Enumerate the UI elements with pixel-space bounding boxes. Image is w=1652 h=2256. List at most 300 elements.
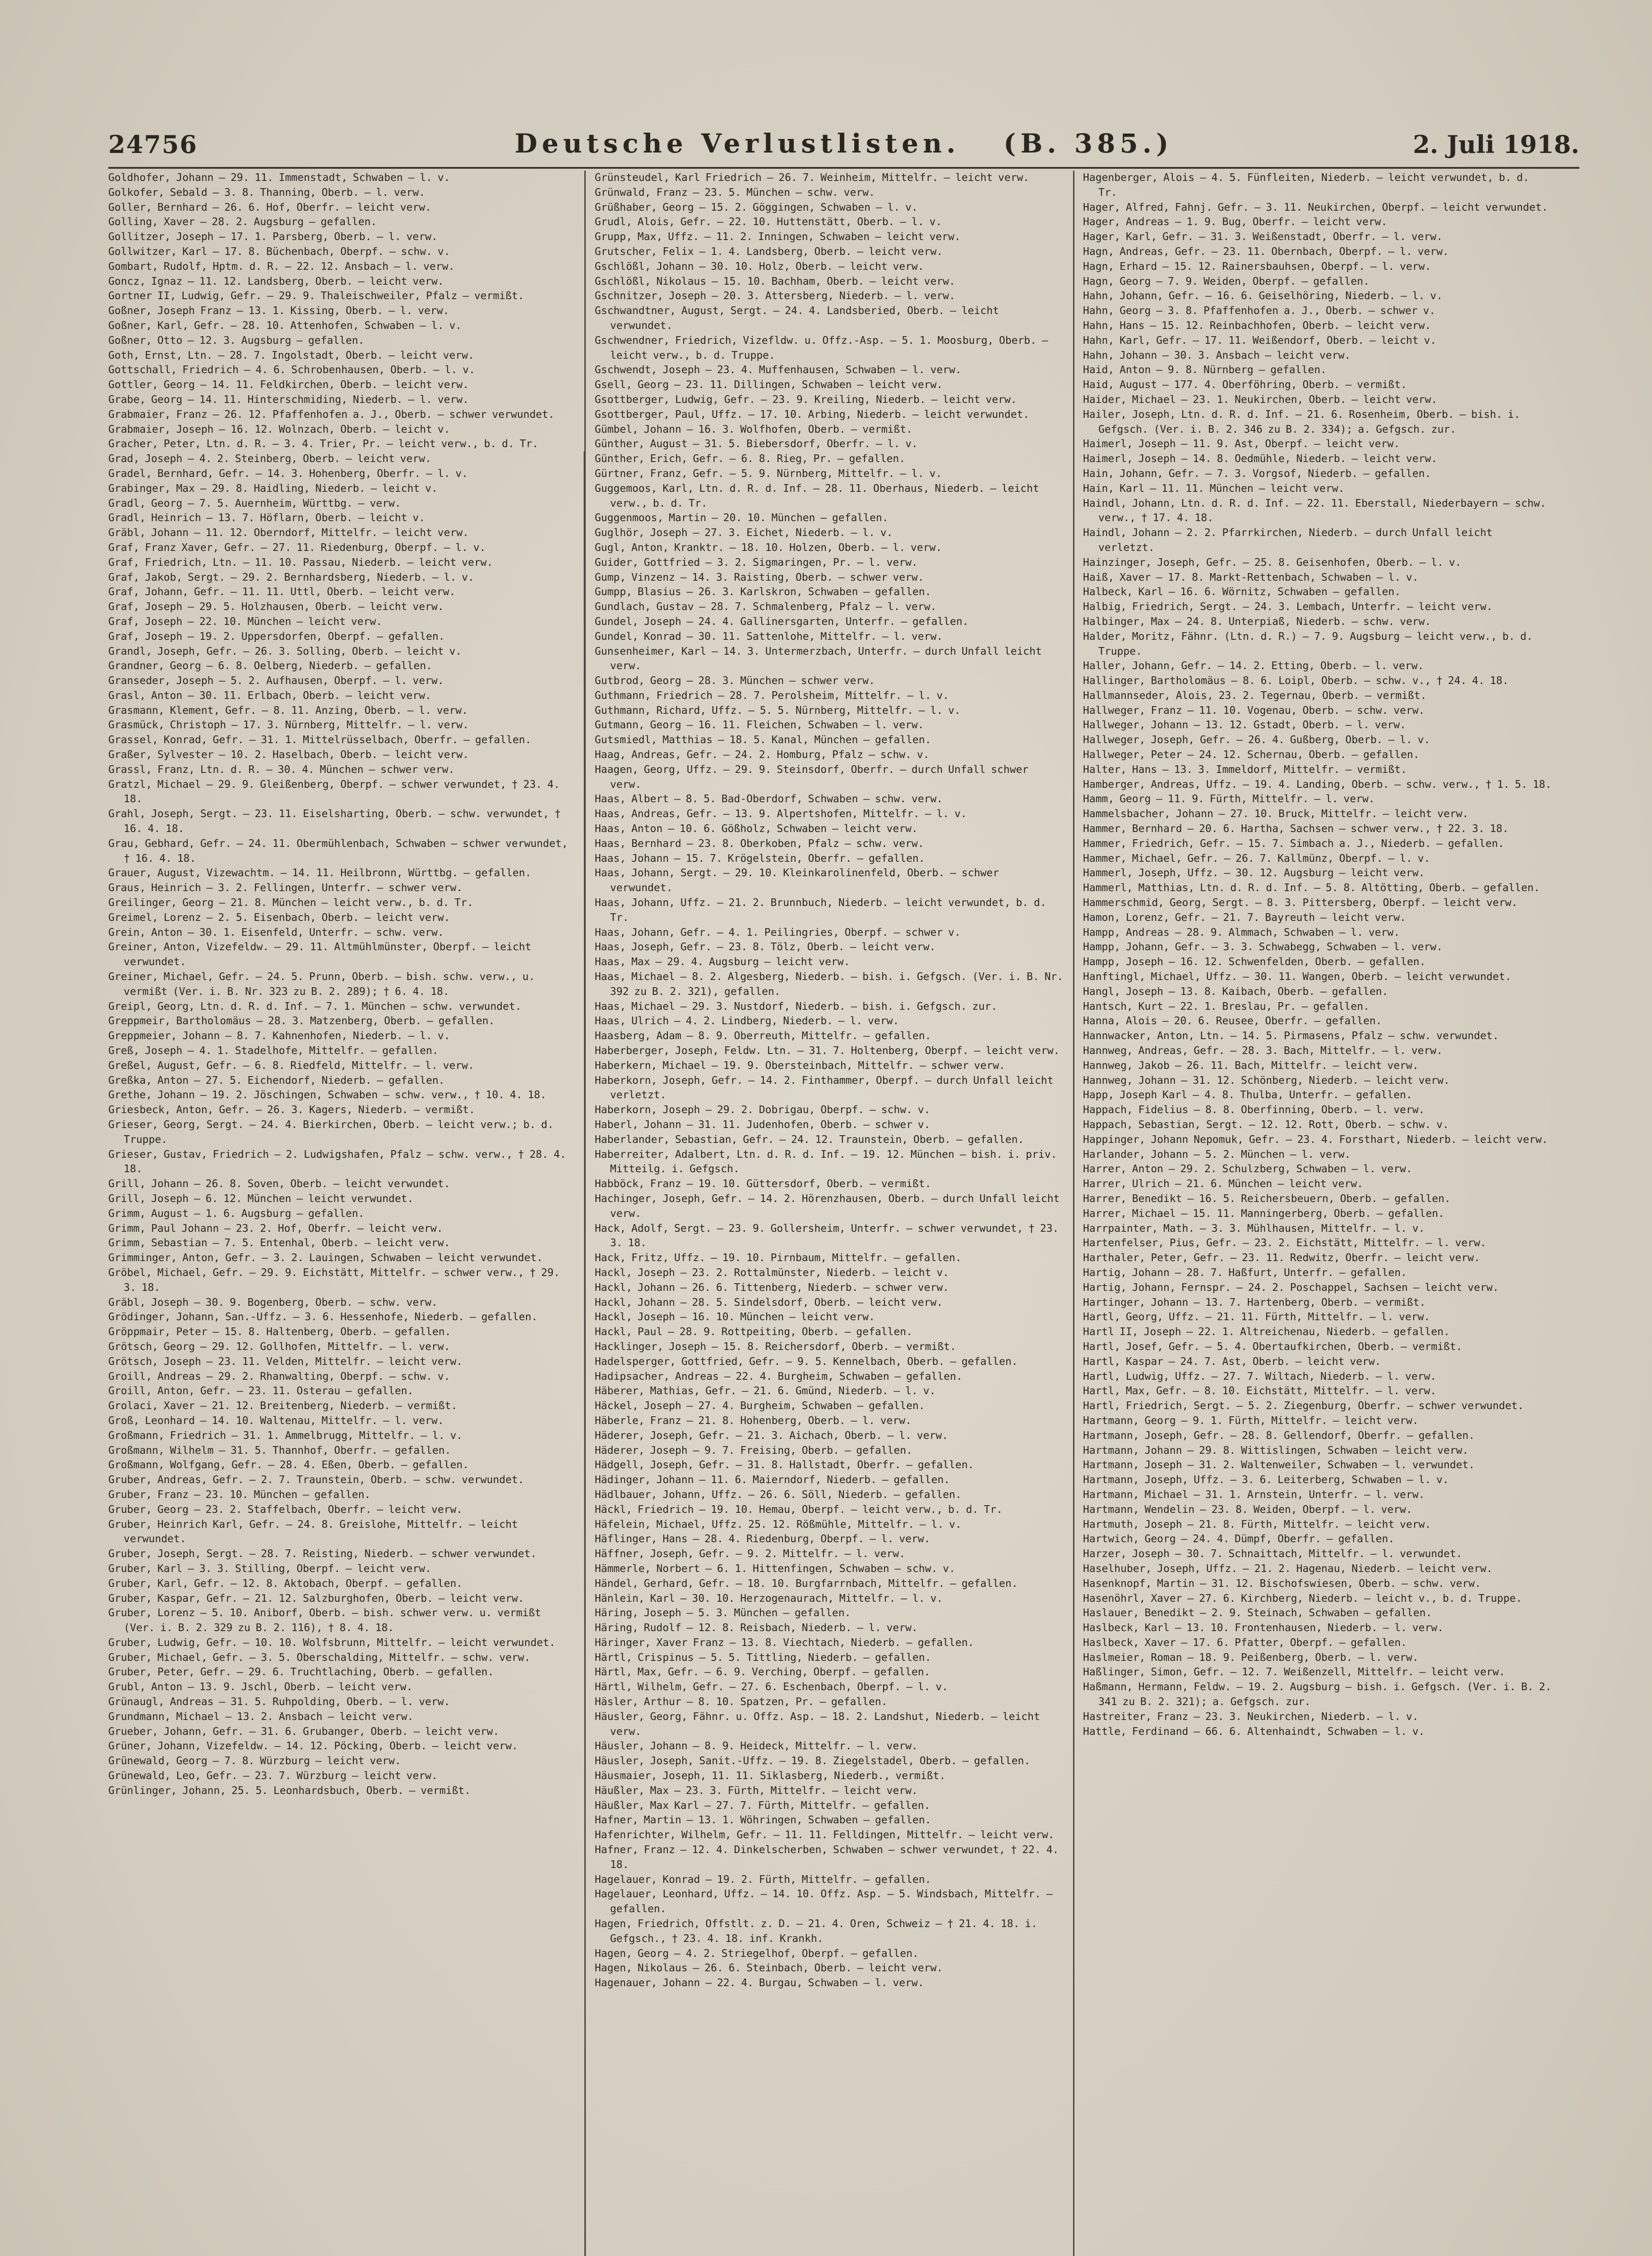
casualty-entry: Hallweger, Johann — 13. 12. Gstadt, Oberb. — l. verw. — [1083, 719, 1406, 731]
casualty-entry: Gröppmair, Peter — 15. 8. Haltenberg, Oberb. — gefallen. — [108, 1326, 451, 1338]
casualty-entry: Harrer, Michael — 15. 11. Manningerberg, Oberb. — gefallen. — [1083, 1207, 1444, 1220]
casualty-entry: Gruber, Georg — 23. 2. Staffelbach, Oberfr. — leicht verw. — [108, 1503, 463, 1516]
casualty-entry: Grabmaier, Franz — 26. 12. Pfaffenhofen a. J., Oberb. — schwer verwundet. — [108, 408, 555, 421]
casualty-entry: Greiner, Michael, Gefr. — 24. 5. Prunn, Oberb. — bish. schw. verw., u. vermißt (Ver. i. B. Nr. 323 zu B. 2. 289); † 6. 4. 18. — [108, 971, 535, 998]
casualty-entry: Hampp, Andreas — 28. 9. Almmach, Schwaben — l. verw. — [1083, 926, 1400, 938]
casualty-entry: Hartinger, Johann — 13. 7. Hartenberg, Oberb. — vermißt. — [1083, 1296, 1426, 1308]
casualty-entry: Haid, Anton — 9. 8. Nürnberg — gefallen. — [1083, 364, 1327, 376]
casualty-entry: Häberle, Franz — 21. 8. Hohenberg, Oberb. — l. verw. — [595, 1415, 912, 1427]
casualty-entry: Haberkern, Michael — 19. 9. Obersteinbach, Mittelfr. — schwer verw. — [595, 1059, 1005, 1072]
casualty-entry: Haas, Albert — 8. 5. Bad-Oberdorf, Schwaben — schw. verw. — [595, 793, 943, 805]
casualty-entry: Gunsenheimer, Karl — 14. 3. Untermerzbach, Unterfr. — durch Unfall leicht verw. — [595, 645, 1042, 672]
casualty-entry: Greßel, August, Gefr. — 6. 8. Riedfeld, Mittelfr. — l. verw. — [108, 1059, 474, 1072]
casualty-entry: Gollwitzer, Karl — 17. 8. Büchenbach, Oberpf. — schw. v. — [108, 245, 450, 258]
casualty-entry: Hagenauer, Johann — 22. 4. Burgau, Schwaben — l. verw. — [595, 1977, 924, 1989]
casualty-entry: Gradl, Heinrich — 13. 7. Höflarn, Oberb. — leicht v. — [108, 512, 426, 524]
casualty-entry: Hartig, Johann, Fernspr. — 24. 2. Poschappel, Sachsen — leicht verw. — [1083, 1281, 1499, 1294]
casualty-entry: Grimm, Sebastian — 7. 5. Entenhal, Oberb. — leicht verw. — [108, 1237, 450, 1249]
casualty-entry: Grünewald, Leo, Gefr. — 23. 7. Würzburg — leicht verw. — [108, 1770, 438, 1782]
casualty-entry: Häberer, Mathias, Gefr. — 21. 6. Gmünd, Niederb. — l. v. — [595, 1385, 936, 1397]
casualty-entry: Hartl, Josef, Gefr. — 5. 4. Obertaufkirchen, Oberb. — vermißt. — [1083, 1341, 1462, 1353]
casualty-entry: Halder, Moritz, Fähnr. (Ltn. d. R.) — 7. 9. Augsburg — leicht verw., b. d. Truppe. — [1083, 630, 1533, 657]
casualty-entry: Haslbeck, Xaver — 17. 6. Pfatter, Oberpf. — gefallen. — [1083, 1637, 1407, 1649]
casualty-entry: Groß, Leonhard — 14. 10. Waltenau, Mittelfr. — l. verw. — [108, 1415, 444, 1427]
casualty-entry: Haimerl, Joseph — 11. 9. Ast, Oberpf. — leicht verw. — [1083, 438, 1400, 450]
casualty-entry: Grasl, Anton — 30. 11. Erlbach, Oberb. — leicht verw. — [108, 689, 431, 702]
casualty-entry: Haberlander, Sebastian, Gefr. — 24. 12. Traunstein, Oberb. — gefallen. — [595, 1133, 1024, 1146]
casualty-entry: Haindl, Johann — 2. 2. Pfarrkirchen, Niederb. — durch Unfall leicht verletzt. — [1083, 527, 1493, 554]
casualty-entry: Hattle, Ferdinand — 66. 6. Altenhaindt, Schwaben — l. v. — [1083, 1725, 1425, 1738]
casualty-entry: Gracher, Peter, Ltn. d. R. — 3. 4. Trier, Pr. — leicht verw., b. d. Tr. — [108, 438, 539, 450]
casualty-entry: Hartl, Friedrich, Sergt. — 5. 2. Ziegenburg, Oberfr. — schwer verwundet. — [1083, 1400, 1524, 1412]
casualty-entry: Greiner, Anton, Vizefeldw. — 29. 11. Altmühlmünster, Oberpf. — leicht verwundet. — [108, 941, 532, 968]
casualty-entry: Haller, Johann, Gefr. — 14. 2. Etting, Oberb. — l. verw. — [1083, 660, 1424, 672]
casualty-entry: Grötsch, Georg — 29. 12. Gollhofen, Mittelfr. — l. verw. — [108, 1341, 450, 1353]
casualty-entry: Hanna, Alois — 20. 6. Reusee, Oberfr. — gefallen. — [1083, 1015, 1382, 1027]
casualty-entry: Hain, Karl — 11. 11. München — leicht verw. — [1083, 482, 1345, 495]
casualty-entry: Hartl, Max, Gefr. — 8. 10. Eichstätt, Mittelfr. — l. verw. — [1083, 1385, 1437, 1397]
casualty-entry: Häfelein, Michael, Uffz. 25. 12. Rößmühle, Mittelfr. — l. v. — [595, 1518, 962, 1530]
casualty-entry: Hagen, Nikolaus — 26. 6. Steinbach, Oberb. — leicht verw. — [595, 1962, 943, 1974]
casualty-entry: Grad, Joseph — 4. 2. Steinberg, Oberb. — leicht verw. — [108, 453, 431, 465]
casualty-entry: Großmann, Friedrich — 31. 1. Ammelbrugg, Mittelfr. — l. v. — [108, 1429, 463, 1442]
casualty-entry: Halbig, Friedrich, Sergt. — 24. 3. Lembach, Unterfr. — leicht verw. — [1083, 601, 1493, 613]
casualty-entry: Haas, Max — 29. 4. Augsburg — leicht verw. — [595, 956, 850, 968]
page-header — [108, 126, 1579, 167]
casualty-entry: Haas, Anton — 10. 6. Gößholz, Schwaben — leicht verw. — [595, 823, 918, 835]
casualty-entry: Gruber, Lorenz — 5. 10. Aniborf, Oberb. — bish. schwer verw. u. vermißt (Ver. i. B. 2. 329 zu B. 2. 116), † 8. 4. 18. — [108, 1607, 541, 1634]
column-3 — [1083, 171, 1552, 2256]
casualty-entry: Gradel, Bernhard, Gefr. — 14. 3. Hohenberg, Oberfr. — l. v. — [108, 467, 468, 480]
casualty-entry: Graßer, Sylvester — 10. 2. Haselbach, Oberb. — leicht verw. — [108, 749, 469, 761]
casualty-entry: Goncz, Ignaz — 11. 12. Landsberg, Oberb. — leicht verw. — [108, 275, 444, 287]
casualty-entry: Häflinger, Hans — 28. 4. Riedenburg, Oberpf. — l. verw. — [595, 1533, 930, 1545]
casualty-entry: Grudl, Alois, Gefr. — 22. 10. Huttenstätt, Oberb. — l. v. — [595, 216, 942, 228]
casualty-entry: Hamberger, Andreas, Uffz. — 19. 4. Landing, Oberb. — schw. verw., † 1. 5. 18. — [1083, 778, 1552, 791]
casualty-entry: Günther, Erich, Gefr. — 6. 8. Rieg, Pr. — gefallen. — [595, 453, 906, 465]
casualty-entry: Gradl, Georg — 7. 5. Auernheim, Württbg. — verw. — [108, 497, 401, 509]
casualty-entry: Hänlein, Karl — 30. 10. Herzogenaurach, Mittelfr. — l. v. — [595, 1592, 943, 1604]
casualty-entry: Grimminger, Anton, Gefr. — 3. 2. Lauingen, Schwaben — leicht verwundet. — [108, 1252, 543, 1264]
casualty-entry: Gruber, Kaspar, Gefr. — 21. 12. Salzburghofen, Oberb. — leicht verw. — [108, 1592, 524, 1604]
casualty-entry: Hahn, Karl, Gefr. — 17. 11. Weißendorf, Oberb. — leicht v. — [1083, 334, 1437, 347]
casualty-entry: Härtl, Crispinus — 5. 5. Tittling, Niederb. — gefallen. — [595, 1651, 931, 1664]
casualty-entry: Gortner II, Ludwig, Gefr. — 29. 9. Thaleischweiler, Pfalz — vermißt. — [108, 290, 524, 302]
casualty-entry: Grill, Joseph — 6. 12. München — leicht verwundet. — [108, 1193, 414, 1205]
page-number: 24756 — [108, 130, 198, 159]
casualty-entry: Harrer, Benedikt — 16. 5. Reichersbeuern, Oberb. — gefallen. — [1083, 1193, 1451, 1205]
casualty-entry: Guthmann, Richard, Uffz. — 5. 5. Nürnberg, Mittelfr. — l. v. — [595, 704, 961, 717]
casualty-entry: Häringer, Xaver Franz — 13. 8. Viechtach, Niederb. — gefallen. — [595, 1637, 974, 1649]
casualty-entry: Grahl, Joseph, Sergt. — 23. 11. Eiselsharting, Oberb. — schw. verwundet, † 16. 4. 18. — [108, 808, 561, 835]
casualty-entry: Harzer, Joseph — 30. 7. Schnaittach, Mittelfr. — l. verwundet. — [1083, 1548, 1462, 1560]
casualty-entry: Grutscher, Felix — 1. 4. Landsberg, Oberb. — leicht verw. — [595, 245, 943, 258]
casualty-entry: Hagenberger, Alois — 4. 5. Fünfleiten, Niederb. — leicht verwundet, b. d. Tr. — [1083, 172, 1529, 199]
casualty-entry: Grasmann, Klement, Gefr. — 8. 11. Anzing, Oberb. — l. verw. — [108, 704, 468, 717]
casualty-entry: Guggenmoos, Martin — 20. 10. München — gefallen. — [595, 512, 888, 524]
casualty-entry: Haslbeck, Karl — 13. 10. Frontenhausen, Niederb. — l. verw. — [1083, 1622, 1444, 1634]
casualty-entry: Graf, Friedrich, Ltn. — 11. 10. Passau, Niederb. — leicht verw. — [108, 556, 493, 569]
casualty-entry: Gürtner, Franz, Gefr. — 5. 9. Nürnberg, Mittelfr. — l. v. — [595, 467, 942, 480]
casualty-entry: Haas, Bernhard — 23. 8. Oberkoben, Pfalz — schw. verw. — [595, 837, 924, 850]
casualty-entry: Goller, Bernhard — 26. 6. Hof, Oberfr. — leicht verw. — [108, 201, 431, 213]
column-divider — [1073, 171, 1074, 2256]
casualty-entry: Gutmann, Georg — 16. 11. Fleichen, Schwaben — l. verw. — [595, 719, 924, 731]
casualty-entry: Gruber, Peter, Gefr. — 29. 6. Truchtlaching, Oberb. — gefallen. — [108, 1666, 494, 1678]
casualty-entry: Haider, Michael — 23. 1. Neukirchen, Oberb. — leicht verw. — [1083, 393, 1438, 406]
casualty-entry: Hartig, Johann — 28. 7. Haßfurt, Unterfr. — gefallen. — [1083, 1267, 1407, 1279]
casualty-entry: Graus, Heinrich — 3. 2. Fellingen, Unterfr. — schwer verw. — [108, 882, 463, 894]
casualty-entry: Hartmann, Georg — 9. 1. Fürth, Mittelfr. — leicht verw. — [1083, 1415, 1419, 1427]
casualty-entry: Hamon, Lorenz, Gefr. — 21. 7. Bayreuth — leicht verw. — [1083, 911, 1406, 924]
casualty-entry: Grolaci, Xaver — 21. 12. Breitenberg, Niederb. — vermißt. — [108, 1400, 458, 1412]
casualty-entry: Großmann, Wolfgang, Gefr. — 28. 4. Eßen, Oberb. — gefallen. — [108, 1459, 469, 1471]
edition-number: (B. 385.) — [1003, 128, 1173, 159]
casualty-entry: Hagen, Georg — 4. 2. Striegelhof, Oberpf. — gefallen. — [595, 1947, 919, 1960]
casualty-entry: Gruber, Andreas, Gefr. — 2. 7. Traunstein, Oberb. — schw. verwundet. — [108, 1474, 524, 1486]
casualty-entry: Gruber, Franz — 23. 10. München — gefallen. — [108, 1489, 371, 1501]
casualty-entry: Hannweg, Johann — 31. 12. Schönberg, Niederb. — leicht verw. — [1083, 1074, 1450, 1086]
casualty-entry: Häring, Rudolf — 12. 8. Reisbach, Niederb. — l. verw. — [595, 1622, 918, 1634]
casualty-entry: Gschwendner, Friedrich, Vizefldw. u. Offz.-Asp. — 5. 1. Moosburg, Oberb. — leicht verw., b. d. Truppe. — [595, 334, 1048, 361]
casualty-entry: Haberl, Johann — 31. 11. Judenhofen, Oberb. — schwer v. — [595, 1119, 930, 1131]
casualty-entry: Haßmann, Hermann, Feldw. — 19. 2. Augsburg — bish. i. Gefgsch. (Ver. i. B. 2. 341 zu B. 2. 321); a. Gefgsch. zur. — [1083, 1681, 1552, 1708]
casualty-entry: Graf, Franz Xaver, Gefr. — 27. 11. Riedenburg, Oberpf. — l. v. — [108, 541, 486, 554]
casualty-entry: Haagen, Georg, Uffz. — 29. 9. Steinsdorf, Oberfr. — durch Unfall schwer verw. — [595, 763, 1029, 791]
casualty-entry: Graf, Joseph — 19. 2. Uppersdorfen, Oberpf. — gefallen. — [108, 630, 445, 643]
casualty-entry: Hallinger, Bartholomäus — 8. 6. Loipl, Oberb. — schw. v., † 24. 4. 18. — [1083, 675, 1509, 687]
casualty-entry: Hädinger, Johann — 11. 6. Maierndorf, Niederb. — gefallen. — [595, 1474, 950, 1486]
casualty-entry: Hartmann, Joseph, Gefr. — 28. 8. Gellendorf, Oberfr. — gefallen. — [1083, 1429, 1475, 1442]
casualty-entry: Hallweger, Joseph, Gefr. — 26. 4. Gußberg, Oberb. — l. v. — [1083, 734, 1430, 746]
casualty-entry: Häußler, Max — 23. 3. Fürth, Mittelfr. — leicht verw. — [595, 1784, 918, 1797]
casualty-entry: Hartl II, Joseph — 22. 1. Altreichenau, Niederb. — gefallen. — [1083, 1326, 1450, 1338]
casualty-entry: Grasmück, Christoph — 17. 3. Nürnberg, Mittelfr. — l. verw. — [108, 719, 469, 731]
casualty-entry: Hartl, Ludwig, Uffz. — 27. 7. Wiltach, Niederb. — l. verw. — [1083, 1370, 1437, 1382]
casualty-entry: Hartmuth, Joseph — 21. 8. Fürth, Mittelfr. — leicht verw. — [1083, 1518, 1431, 1530]
casualty-entry: Grundmann, Michael — 13. 2. Ansbach — leicht verw. — [108, 1710, 414, 1723]
casualty-entry: Häusler, Joseph, Sanit.-Uffz. — 19. 8. Ziegelstadel, Oberb. — gefallen. — [595, 1755, 1031, 1767]
casualty-entry: Hammer, Bernhard — 20. 6. Hartha, Sachsen — schwer verw., † 22. 3. 18. — [1083, 823, 1509, 835]
casualty-entry: Golkofer, Sebald — 3. 8. Thanning, Oberb. — l. verw. — [108, 186, 426, 199]
casualty-entry: Häusmaier, Joseph, 11. 11. Siklasberg, Niederb., vermißt. — [595, 1770, 946, 1782]
casualty-entry: Haßlinger, Simon, Gefr. — 12. 7. Weißenzell, Mittelfr. — leicht verw. — [1083, 1666, 1505, 1678]
casualty-entry: Gruber, Michael, Gefr. — 3. 5. Oberschalding, Mittelfr. — schw. verw. — [108, 1651, 531, 1664]
casualty-entry: Hackl, Joseph — 23. 2. Rottalmünster, Niederb. — leicht v. — [595, 1267, 949, 1279]
casualty-entry: Hagn, Georg — 7. 9. Weiden, Oberpf. — gefallen. — [1083, 275, 1370, 287]
casualty-entry: Gsottberger, Ludwig, Gefr. — 23. 9. Kreiling, Niederb. — leicht verw. — [595, 393, 1017, 406]
casualty-entry: Haas, Michael — 29. 3. Nustdorf, Niederb. — bish. i. Gefgsch. zur. — [595, 1000, 997, 1012]
casualty-entry: Haag, Andreas, Gefr. — 24. 2. Homburg, Pfalz — schw. v. — [595, 749, 930, 761]
casualty-entry: Gumpp, Blasius — 26. 3. Karlskron, Schwaben — gefallen. — [595, 586, 931, 598]
casualty-entry: Grauer, August, Vizewachtm. — 14. 11. Heilbronn, Württbg. — gefallen. — [108, 867, 532, 879]
casualty-entry: Hannweg, Jakob — 26. 11. Bach, Mittelfr. — leicht verw. — [1083, 1059, 1419, 1072]
casualty-entry: Grieser, Georg, Sergt. — 24. 4. Bierkirchen, Oberb. — leicht verw.; b. d. Truppe. — [108, 1119, 554, 1146]
casualty-entry: Grünaugl, Andreas — 31. 5. Ruhpolding, Oberb. — l. verw. — [108, 1696, 450, 1708]
casualty-entry: Haberreiter, Adalbert, Ltn. d. R. d. Inf. — 19. 12. München — bish. i. priv. Mitteilg. i. Gefgsch. — [595, 1148, 1057, 1175]
casualty-entry: Grieser, Gustav, Friedrich — 2. Ludwigshafen, Pfalz — schw. verw., † 28. 4. 18. — [108, 1148, 566, 1175]
casualty-entry: Hacklinger, Joseph — 15. 8. Reichersdorf, Oberb. — vermißt. — [595, 1341, 956, 1353]
casualty-entry: Härtl, Max, Gefr. — 6. 9. Verching, Oberpf. — gefallen. — [595, 1666, 930, 1678]
casualty-entry: Häring, Joseph — 5. 3. München — gefallen. — [595, 1607, 851, 1619]
casualty-entry: Hartmann, Joseph, Uffz. — 3. 6. Leiterberg, Schwaben — l. v. — [1083, 1474, 1449, 1486]
casualty-entry: Hammer, Michael, Gefr. — 26. 7. Kallmünz, Oberpf. — l. v. — [1083, 852, 1430, 864]
column-2 — [595, 171, 1064, 2256]
casualty-entry: Harlander, Johann — 5. 2. München — l. verw. — [1083, 1148, 1351, 1160]
casualty-entry: Grein, Anton — 30. 1. Eisenfeld, Unterfr. — schw. verw. — [108, 926, 444, 938]
casualty-entry: Hahn, Johann — 30. 3. Ansbach — leicht verw. — [1083, 349, 1351, 361]
casualty-entry: Graf, Joseph — 22. 10. München — leicht verw. — [108, 615, 383, 628]
casualty-entry: Grandner, Georg — 6. 8. Oelberg, Niederb. — gefallen. — [108, 660, 432, 672]
casualty-entry: Goßner, Karl, Gefr. — 28. 10. Attenhofen, Schwaben — l. v. — [108, 319, 462, 332]
casualty-entry: Goldhofer, Johann — 29. 11. Immenstadt, Schwaben — l. v. — [108, 172, 450, 184]
casualty-entry: Gruber, Karl, Gefr. — 12. 8. Aktobach, Oberpf. — gefallen. — [108, 1577, 463, 1590]
casualty-entry: Haasberg, Adam — 8. 9. Oberreuth, Mittelfr. — gefallen. — [595, 1030, 931, 1042]
casualty-entry: Gsell, Georg — 23. 11. Dillingen, Schwaben — leicht verw. — [595, 379, 943, 391]
casualty-entry: Haiß, Xaver — 17. 8. Markt-Rettenbach, Schwaben — l. v. — [1083, 571, 1419, 583]
casualty-entry: Grabmaier, Joseph — 16. 12. Wolnzach, Oberb. — leicht v. — [108, 423, 450, 435]
casualty-entry: Hallweger, Peter — 24. 12. Schernau, Oberb. — gefallen. — [1083, 749, 1420, 761]
casualty-entry: Hager, Alfred, Fahnj. Gefr. — 3. 11. Neukirchen, Oberpf. — leicht verwundet. — [1083, 201, 1548, 213]
casualty-entry: Hager, Karl, Gefr. — 31. 3. Weißenstadt, Oberfr. — l. verw. — [1083, 231, 1443, 243]
casualty-entry: Hack, Fritz, Uffz. — 19. 10. Pirnbaum, Mittelfr. — gefallen. — [595, 1252, 962, 1264]
casualty-entry: Hafner, Martin — 13. 1. Wöhringen, Schwaben — gefallen. — [595, 1814, 931, 1826]
casualty-entry: Guglhör, Joseph — 27. 3. Eichet, Niederb. — l. v. — [595, 527, 893, 539]
casualty-entry: Golling, Xaver — 28. 2. Augsburg — gefallen. — [108, 216, 377, 228]
casualty-entry: Grassel, Konrad, Gefr. — 31. 1. Mittelrüsselbach, Oberfr. — gefallen. — [108, 734, 532, 746]
casualty-entry: Großmann, Wilhelm — 31. 5. Thannhof, Oberfr. — gefallen. — [108, 1444, 451, 1456]
casualty-entry: Hartwich, Georg — 24. 4. Dümpf, Oberfr. — gefallen. — [1083, 1533, 1395, 1545]
casualty-entry: Grabe, Georg — 14. 11. Hinterschmiding, Niederb. — l. verw. — [108, 393, 469, 406]
casualty-entry: Haslmeier, Roman — 18. 9. Peißenberg, Oberb. — l. verw. — [1083, 1651, 1419, 1664]
casualty-entry: Gottschall, Friedrich — 4. 6. Schrobenhausen, Oberb. — l. v. — [108, 364, 475, 376]
casualty-entry: Guider, Gottfried — 3. 2. Sigmaringen, Pr. — l. verw. — [595, 556, 918, 569]
casualty-entry: Grödinger, Johann, San.-Uffz. — 3. 6. Hessenhofe, Niederb. — gefallen. — [108, 1311, 538, 1323]
casualty-entry: Hangl, Joseph — 13. 8. Kaibach, Oberb. — gefallen. — [1083, 985, 1388, 998]
casualty-entry: Grötsch, Joseph — 23. 11. Velden, Mittelfr. — leicht verw. — [108, 1355, 463, 1368]
casualty-entry: Gräbl, Johann — 11. 12. Oberndorf, Mittelfr. — leicht verw. — [108, 527, 469, 539]
casualty-entry: Haid, August — 177. 4. Oberföhring, Oberb. — vermißt. — [1083, 379, 1407, 391]
casualty-entry: Haselhuber, Joseph, Uffz. — 21. 2. Hagenau, Niederb. — leicht verw. — [1083, 1563, 1493, 1575]
casualty-entry: Hailer, Joseph, Ltn. d. R. d. Inf. — 21. 6. Rosenheim, Oberb. — bish. i. Gefgsch. (Ver. i. B. 2. 346 zu B. 2. 334); a. Gefgsch. zur. — [1083, 408, 1520, 435]
casualty-entry: Häußler, Max Karl — 27. 7. Fürth, Mittelfr. — gefallen. — [595, 1799, 930, 1812]
casualty-entry: Grimm, August — 1. 6. Augsburg — gefallen. — [108, 1207, 365, 1220]
casualty-entry: Grupp, Max, Uffz. — 11. 2. Inningen, Schwaben — leicht verw. — [595, 231, 961, 243]
casualty-entry: Grueber, Johann, Gefr. — 31. 6. Grubanger, Oberb. — leicht verw. — [108, 1725, 500, 1738]
casualty-entry: Hartmann, Michael — 31. 1. Arnstein, Unterfr. — l. verw. — [1083, 1489, 1425, 1501]
casualty-entry: Günther, August — 31. 5. Biebersdorf, Oberfr. — l. v. — [595, 438, 918, 450]
casualty-entry: Hartenfelser, Pius, Gefr. — 23. 2. Eichstätt, Mittelfr. — l. verw. — [1083, 1237, 1486, 1249]
casualty-entry: Hadelsperger, Gottfried, Gefr. — 9. 5. Kennelbach, Oberb. — gefallen. — [595, 1355, 1018, 1368]
casualty-entry: Hammerl, Joseph, Uffz. — 30. 12. Augsburg — leicht verw. — [1083, 867, 1425, 879]
casualty-entry: Habböck, Franz — 19. 10. Güttersdorf, Oberb. — vermißt. — [595, 1178, 931, 1190]
casualty-entry: Gundlach, Gustav — 28. 7. Schmalenberg, Pfalz — l. verw. — [595, 601, 937, 613]
casualty-entry: Hagelauer, Konrad — 19. 2. Fürth, Mittelfr. — gefallen. — [595, 1873, 931, 1886]
casualty-entry: Grandl, Joseph, Gefr. — 26. 3. Solling, Oberb. — leicht v. — [108, 645, 462, 657]
casualty-entry: Halter, Hans — 13. 3. Immeldorf, Mittelfr. — vermißt. — [1083, 763, 1407, 776]
casualty-entry: Guggemoos, Karl, Ltn. d. R. d. Inf. — 28. 11. Oberhaus, Niederb. — leicht verw., b. d. Tr. — [595, 482, 1039, 509]
casualty-entry: Groill, Anton, Gefr. — 23. 11. Osterau — gefallen. — [108, 1385, 414, 1397]
casualty-entry: Gruber, Heinrich Karl, Gefr. — 24. 8. Greislohe, Mittelfr. — leicht verwundet. — [108, 1518, 518, 1545]
casualty-entry: Goßner, Otto — 12. 3. Augsburg — gefallen. — [108, 334, 365, 347]
casualty-entry: Hallmannseder, Alois, 23. 2. Tegernau, Oberb. — vermißt. — [1083, 689, 1427, 702]
casualty-entry: Goßner, Joseph Franz — 13. 1. Kissing, Oberb. — l. verw. — [108, 305, 449, 317]
title-text: Deutsche Verlustlisten. — [514, 128, 960, 159]
casualty-entry: Harrer, Anton — 29. 2. Schulzberg, Schwaben — l. verw. — [1083, 1163, 1412, 1175]
casualty-entry: Gschlößl, Johann — 30. 10. Holz, Oberb. — leicht verw. — [595, 260, 924, 273]
casualty-entry: Gümbel, Johann — 16. 3. Wolfhofen, Oberb. — vermißt. — [595, 423, 913, 435]
casualty-entry: Häckel, Joseph — 27. 4. Burgheim, Schwaben — gefallen. — [595, 1400, 925, 1412]
casualty-entry: Happ, Joseph Karl — 4. 8. Thulba, Unterfr. — gefallen. — [1083, 1089, 1412, 1101]
casualty-entry: Hachinger, Joseph, Gefr. — 14. 2. Hörenzhausen, Oberb. — durch Unfall leicht verw. — [595, 1193, 1060, 1220]
casualty-entry: Hager, Andreas — 1. 9. Bug, Oberfr. — leicht verw. — [1083, 216, 1388, 228]
casualty-entry: Greilinger, Georg — 21. 8. München — leicht verw., b. d. Tr. — [108, 897, 473, 909]
casualty-entry: Harthaler, Peter, Gefr. — 23. 11. Redwitz, Oberfr. — leicht verw. — [1083, 1252, 1481, 1264]
casualty-entry: Haas, Ulrich — 4. 2. Lindberg, Niederb. — l. verw. — [595, 1015, 899, 1027]
casualty-entry: Gombart, Rudolf, Hptm. d. R. — 22. 12. Ansbach — l. verw. — [108, 260, 455, 273]
casualty-entry: Griesbeck, Anton, Gefr. — 26. 3. Kagers, Niederb. — vermißt. — [108, 1104, 475, 1116]
casualty-entry: Greipl, Georg, Ltn. d. R. d. Inf. — 7. 1. München — schw. verwundet. — [108, 1000, 522, 1012]
casualty-entry: Häckl, Friedrich — 19. 10. Hemau, Oberpf. — leicht verw., b. d. Tr. — [595, 1503, 1003, 1516]
casualty-entry: Grill, Johann — 26. 8. Soven, Oberb. — leicht verwundet. — [108, 1178, 450, 1190]
casualty-entry: Granseder, Joseph — 5. 2. Aufhausen, Oberpf. — l. verw. — [108, 675, 444, 687]
casualty-entry: Hantsch, Kurt — 22. 1. Breslau, Pr. — gefallen. — [1083, 1000, 1370, 1012]
casualty-entry: Hamm, Georg — 11. 9. Fürth, Mittelfr. — l. verw. — [1083, 793, 1375, 805]
casualty-entry: Greppmeier, Johann — 8. 7. Kahnenhofen, Niederb. — l. v. — [108, 1030, 450, 1042]
casualty-entry: Haas, Andreas, Gefr. — 13. 9. Alpertshofen, Mittelfr. — l. v. — [595, 808, 967, 820]
casualty-entry: Hackl, Johann — 28. 5. Sindelsdorf, Oberb. — leicht verw. — [595, 1296, 943, 1308]
casualty-entry: Haberkorn, Joseph, Gefr. — 14. 2. Finthammer, Oberpf. — durch Unfall leicht verletzt. — [595, 1074, 1054, 1101]
casualty-entry: Greimel, Lorenz — 2. 5. Eisenbach, Oberb. — leicht verw. — [108, 911, 450, 924]
casualty-entry: Hastreiter, Franz — 23. 3. Neukirchen, Niederb. — l. v. — [1083, 1710, 1419, 1723]
casualty-entry: Harrpainter, Math. — 3. 3. Mühlhausen, Mittelfr. — l. v. — [1083, 1222, 1425, 1234]
casualty-entry: Hasenöhrl, Xaver — 27. 6. Kirchberg, Niederb. — leicht v., b. d. Truppe. — [1083, 1592, 1522, 1604]
casualty-entry: Häderer, Joseph, Gefr. — 21. 3. Aichach, Oberb. — l. verw. — [595, 1429, 949, 1442]
casualty-entry: Graf, Joseph — 29. 5. Holzhausen, Oberb. — leicht verw. — [108, 601, 444, 613]
casualty-entry: Gump, Vinzenz — 14. 3. Raisting, Oberb. — schwer verw. — [595, 571, 924, 583]
casualty-entry: Haas, Joseph, Gefr. — 23. 8. Tölz, Oberb. — leicht verw. — [595, 941, 936, 953]
casualty-entry: Häffner, Joseph, Gefr. — 9. 2. Mittelfr. — l. verw. — [595, 1548, 906, 1560]
casualty-entry: Hampp, Johann, Gefr. — 3. 3. Schwabegg, Schwaben — l. verw. — [1083, 941, 1443, 953]
casualty-entry: Hafner, Franz — 12. 4. Dinkelscherben, Schwaben — schwer verwundet, † 22. 4. 18. — [595, 1844, 1059, 1871]
casualty-entry: Hartmann, Joseph — 31. 2. Waltenweiler, Schwaben — l. verwundet. — [1083, 1459, 1475, 1471]
casualty-entry: Hammerschmid, Georg, Sergt. — 8. 3. Pittersberg, Oberpf. — leicht verw. — [1083, 897, 1518, 909]
casualty-entry: Hammerl, Matthias, Ltn. d. R. d. Inf. — 5. 8. Altötting, Oberb. — gefallen. — [1083, 882, 1540, 894]
casualty-entry: Haslauer, Benedikt — 2. 9. Steinach, Schwaben — gefallen. — [1083, 1607, 1432, 1619]
casualty-entry: Häsler, Arthur — 8. 10. Spatzen, Pr. — gefallen. — [595, 1696, 888, 1708]
casualty-entry: Grethe, Johann — 19. 2. Jöschingen, Schwaben — schw. verw., † 10. 4. 18. — [108, 1089, 546, 1101]
casualty-entry: Grüßhaber, Georg — 15. 2. Göggingen, Schwaben — l. v. — [595, 201, 918, 213]
casualty-entry: Gollitzer, Joseph — 17. 1. Parsberg, Oberb. — l. verw. — [108, 231, 438, 243]
casualty-entry: Hackl, Paul — 28. 9. Rottpeiting, Oberb. — gefallen. — [595, 1326, 913, 1338]
casualty-entry: Greß, Joseph — 4. 1. Stadelhofe, Mittelfr. — gefallen. — [108, 1045, 439, 1057]
casualty-entry: Hagelauer, Leonhard, Uffz. — 14. 10. Offz. Asp. — 5. Windsbach, Mittelfr. — gefallen. — [595, 1888, 1053, 1915]
casualty-entry: Hackl, Joseph — 16. 10. München — leicht verw. — [595, 1311, 875, 1323]
casualty-entry: Gruber, Joseph, Sergt. — 28. 7. Reisting, Niederb. — schwer verwundet. — [108, 1548, 537, 1560]
casualty-entry: Hammelsbacher, Johann — 27. 10. Bruck, Mittelfr. — leicht verw. — [1083, 808, 1469, 820]
casualty-entry: Hartl, Georg, Uffz. — 21. 11. Fürth, Mittelfr. — l. verw. — [1083, 1311, 1430, 1323]
column-1 — [108, 171, 578, 2256]
casualty-entry: Gschlößl, Nikolaus — 15. 10. Bachham, Oberb. — leicht verw. — [595, 275, 955, 287]
casualty-entry: Gräbl, Joseph — 30. 9. Bogenberg, Oberb. — schw. verw. — [108, 1296, 438, 1308]
header-rule — [108, 167, 1579, 169]
casualty-entry: Haas, Michael — 8. 2. Algesberg, Niederb. — bish. i. Gefgsch. (Ver. i. B. Nr. 392 zu B. 2. 321), gefallen. — [595, 971, 1064, 998]
casualty-entry: Happach, Fidelius — 8. 8. Oberfinning, Oberb. — l. verw. — [1083, 1104, 1425, 1116]
casualty-entry: Groill, Andreas — 29. 2. Rhanwalting, Oberpf. — schw. v. — [108, 1370, 450, 1382]
casualty-entry: Hain, Johann, Gefr. — 7. 3. Vorgsof, Niederb. — gefallen. — [1083, 467, 1431, 480]
casualty-entry: Haberberger, Joseph, Feldw. Ltn. — 31. 7. Holtenberg, Oberpf. — leicht verw. — [595, 1045, 1060, 1057]
casualty-entry: Happinger, Johann Nepomuk, Gefr. — 23. 4. Forsthart, Niederb. — leicht verw. — [1083, 1133, 1548, 1146]
casualty-entry: Händel, Gerhard, Gefr. — 18. 10. Burgfarrnbach, Mittelfr. — gefallen. — [595, 1577, 1018, 1590]
casualty-entry: Hanftingl, Michael, Uffz. — 30. 11. Wangen, Oberb. — leicht verwundet. — [1083, 971, 1512, 983]
casualty-entry: Haas, Johann, Gefr. — 4. 1. Peilingries, Oberpf. — schwer v. — [595, 926, 961, 938]
casualty-entry: Grünlinger, Johann, 25. 5. Leonhardsbuch, Oberb. — vermißt. — [108, 1784, 471, 1797]
casualty-entry: Hahn, Georg — 3. 8. Pfaffenhofen a. J., Oberb. — schwer v. — [1083, 305, 1436, 317]
casualty-entry: Grubl, Anton — 13. 9. Jschl, Oberb. — leicht verw. — [108, 1681, 413, 1693]
casualty-entry: Gugl, Anton, Kranktr. — 18. 10. Holzen, Oberb. — l. verw. — [595, 541, 942, 554]
casualty-entry: Hädgell, Joseph, Gefr. — 31. 8. Hallstadt, Oberfr. — gefallen. — [595, 1459, 974, 1471]
casualty-entry: Haas, Johann, Sergt. — 29. 10. Kleinkarolinenfeld, Oberb. — schwer verwundet. — [595, 867, 999, 894]
casualty-entry: Gsottberger, Paul, Uffz. — 17. 10. Arbing, Niederb. — leicht verwundet. — [595, 408, 1030, 421]
casualty-entry: Gschnitzer, Joseph — 20. 3. Attersberg, Niederb. — l. verw. — [595, 290, 955, 302]
casualty-entry: Grabinger, Max — 29. 8. Haidling, Niederb. — leicht v. — [108, 482, 438, 495]
casualty-entry: Greppmeir, Bartholomäus — 28. 3. Matzenberg, Oberb. — gefallen. — [108, 1015, 495, 1027]
casualty-entry: Halbinger, Max — 24. 8. Unterpiaß, Niederb. — schw. verw. — [1083, 615, 1431, 628]
casualty-entry: Grünewald, Georg — 7. 8. Würzburg — leicht verw. — [108, 1755, 401, 1767]
casualty-entry: Hagn, Andreas, Gefr. — 23. 11. Obernbach, Oberpf. — l. verw. — [1083, 245, 1449, 258]
casualty-entry: Haas, Johann — 15. 7. Krögelstein, Oberfr. — gefallen. — [595, 852, 925, 864]
casualty-entry: Grünsteudel, Karl Friedrich — 26. 7. Weinheim, Mittelfr. — leicht verw. — [595, 172, 1030, 184]
casualty-entry: Gruber, Ludwig, Gefr. — 10. 10. Wolfsbrunn, Mittelfr. — leicht verwundet. — [108, 1637, 555, 1649]
casualty-entry: Hainzinger, Joseph, Gefr. — 25. 8. Geisenhofen, Oberb. — l. v. — [1083, 556, 1462, 569]
casualty-entry: Gschwandtner, August, Sergt. — 24. 4. Landsberied, Oberb. — leicht verwundet. — [595, 305, 999, 332]
casualty-entry: Grüner, Johann, Vizefeldw. — 14. 12. Pöcking, Oberb. — leicht verw. — [108, 1740, 518, 1752]
casualty-entry: Guthmann, Friedrich — 28. 7. Perolsheim, Mittelfr. — l. v. — [595, 689, 949, 702]
casualty-entry: Hannwacker, Anton, Ltn. — 14. 5. Pirmasens, Pfalz — schw. verwundet. — [1083, 1030, 1499, 1042]
casualty-entry: Hagn, Erhard — 15. 12. Rainersbauhsen, Oberpf. — l. verw. — [1083, 260, 1431, 273]
casualty-entry: Grau, Gebhard, Gefr. — 24. 11. Obermühlenbach, Schwaben — schwer verwundet, † 16. 4. 18. — [108, 837, 568, 864]
casualty-entry: Hannweg, Andreas, Gefr. — 28. 3. Bach, Mittelfr. — l. verw. — [1083, 1045, 1443, 1057]
casualty-entry: Haimerl, Joseph — 14. 8. Oedmühle, Niederb. — leicht verw. — [1083, 453, 1438, 465]
casualty-entry: Halbeck, Karl — 16. 6. Wörnitz, Schwaben — gefallen. — [1083, 586, 1401, 598]
casualty-entry: Häusler, Johann — 8. 9. Heideck, Mittelfr. — l. verw. — [595, 1740, 918, 1752]
casualty-entry: Graf, Jakob, Sergt. — 29. 2. Bernhardsberg, Niederb. — l. v. — [108, 571, 474, 583]
casualty-entry: Hartmann, Wendelin — 23. 8. Weiden, Oberpf. — l. verw. — [1083, 1503, 1412, 1516]
casualty-entry: Hampp, Joseph — 16. 12. Schwenfelden, Oberb. — gefallen. — [1083, 956, 1426, 968]
casualty-entry: Hackl, Johann — 26. 6. Tittenberg, Niederb. — schwer verw. — [595, 1281, 949, 1294]
casualty-entry: Hadipsacher, Andreas — 22. 4. Burgheim, Schwaben — gefallen. — [595, 1370, 963, 1382]
casualty-entry: Grassl, Franz, Ltn. d. R. — 30. 4. München — schwer verw. — [108, 763, 455, 776]
casualty-entry: Greßka, Anton — 27. 5. Eichendorf, Niederb. — gefallen. — [108, 1074, 445, 1086]
casualty-entry: Gutbrod, Georg — 28. 3. München — schwer verw. — [595, 675, 875, 687]
casualty-entry: Hasenknopf, Martin — 31. 12. Bischofswiesen, Oberb. — schw. verw. — [1083, 1577, 1481, 1590]
casualty-entry: Hagen, Friedrich, Offstlt. z. D. — 21. 4. Oren, Schweiz — † 21. 4. 18. i. Gefgsch., † 23. 4. 18. inf. Krankh. — [595, 1918, 1037, 1945]
casualty-entry: Gundel, Joseph — 24. 4. Gallinersgarten, Unterfr. — gefallen. — [595, 615, 969, 628]
casualty-entry: Hahn, Hans — 15. 12. Reinbachhofen, Oberb. — leicht verw. — [1083, 319, 1431, 332]
casualty-entry: Gottler, Georg — 14. 11. Feldkirchen, Oberb. — leicht verw. — [108, 379, 469, 391]
casualty-entry: Haindl, Johann, Ltn. d. R. d. Inf. — 22. 11. Eberstall, Niederbayern — schw. verw., † 17. 4. 18. — [1083, 497, 1546, 524]
casualty-entry: Goth, Ernst, Ltn. — 28. 7. Ingolstadt, Oberb. — leicht verw. — [108, 349, 474, 361]
casualty-entry: Härtl, Wilhelm, Gefr. — 27. 6. Eschenbach, Oberpf. — l. v. — [595, 1681, 949, 1693]
casualty-entry: Hafenrichter, Wilhelm, Gefr. — 11. 11. Felldingen, Mittelfr. — leicht verw. — [595, 1829, 1055, 1841]
page-date: 2. Juli 1918. — [1413, 130, 1579, 159]
casualty-entry: Grünwald, Franz — 23. 5. München — schw. verw. — [595, 186, 875, 199]
casualty-entry: Gutsmiedl, Matthias — 18. 5. Kanal, München — gefallen. — [595, 734, 931, 746]
casualty-entry: Häderer, Joseph — 9. 7. Freising, Oberb. — gefallen. — [595, 1444, 913, 1456]
casualty-entry: Haas, Johann, Uffz. — 21. 2. Brunnbuch, Niederb. — leicht verwundet, b. d. Tr. — [595, 897, 1046, 924]
casualty-entry: Gratzl, Michael — 29. 9. Gleißenberg, Oberpf. — schwer verwundet, † 23. 4. 18. — [108, 778, 560, 805]
casualty-entry: Harrer, Ulrich — 21. 6. München — leicht verw. — [1083, 1178, 1363, 1190]
